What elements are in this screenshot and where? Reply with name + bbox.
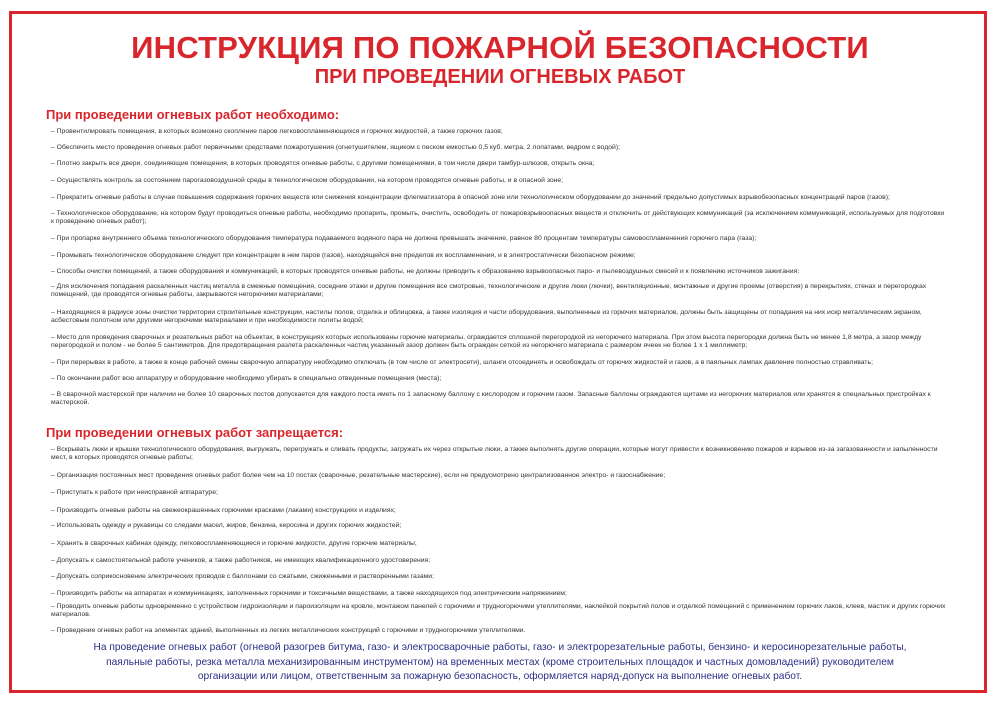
section-heading-forbidden: При проведении огневых работ запрещается: (46, 425, 344, 440)
list-item: – Место для проведения сварочных и резательных работ на объектах, в конструкциях которых использованы горючие материалы, ограждается сплошной перегородкой из негорючего материала. При этом высота перегородки должна быть не менее 1,8 метра, а зазор между перегородкой и полом - не более 5 сантиметров. Для предотвращения разлета раскаленных частиц указанный зазор должен быть огражден сеткой из негорючего материала с размером ячеек не более 1 х 1 миллиметр; (51, 334, 922, 350)
list-item: – Хранить в сварочных кабинах одежду, легковоспламеняющиеся и горючие жидкости, другие горючие материалы; (51, 540, 417, 547)
list-item: – Находящиеся в радиусе зоны очистки территории строительные конструкции, настилы полов, отделка и облицовка, а также изоляция и части оборудования, выполненные из горючих материалов, должны быть защищены от попадания на них искр металлическим экраном, асбестовым полотном или другими негорючими материалами и при необходимости политы водой; (51, 309, 922, 325)
list-item: – Вскрывать люки и крышки технологического оборудования, выгружать, перегружать и сливать продукты, загружать их через открытые люки, а также выполнять другие операции, которые могут привести к возникновению пожаров и взрывов из-за загазованности и запыленности мест, в которых проводятся огневые работы; (51, 446, 938, 462)
list-item: – Организация постоянных мест проведения огневых работ более чем на 10 постах (сварочные, резательные мастерские), если не предусмотрено централизованное электро- и газоснабжение; (51, 472, 666, 479)
list-item: – В сварочной мастерской при наличии не более 10 сварочных постов допускается для каждого поста иметь по 1 запасному баллону с кислородом и горючим газом. Запасные баллоны ограждаются щитами из негорючих материалов или хранятся в специальных пристройках к мастерской. (51, 391, 931, 407)
page-title: ИНСТРУКЦИЯ ПО ПОЖАРНОЙ БЕЗОПАСНОСТИ (131, 30, 869, 65)
list-item: – Способы очистки помещений, а также оборудования и коммуникаций, в которых проводятся огневые работы, не должны приводить к образованию взрывоопасных паро- и пылевоздушных смесей и к появлению источников зажигания; (51, 268, 800, 275)
list-item: – По окончании работ всю аппаратуру и оборудование необходимо убирать в специально отведенные помещения (места); (51, 375, 442, 382)
list-item: – Допускать соприкосновение электрических проводов с баллонами со сжатыми, сжиженными и растворенными газами; (51, 573, 434, 580)
list-item: – Допускать к самостоятельной работе учеников, а также работников, не имеющих квалификационного удостоверения; (51, 557, 431, 564)
section-heading-required: При проведении огневых работ необходимо: (46, 107, 340, 122)
list-item: – Производить огневые работы на свежеокрашенных горючими красками (лаками) конструкциях и изделиях; (51, 507, 396, 514)
list-item: – Для исключения попадания раскаленных частиц металла в смежные помещения, соседние этажи и другие помещения все смотровые, технологические и другие люки (лючки), вентиляционные, монтажные и другие проемы (отверстия) в перекрытиях, стенах и перегородках помещений, где проводятся огневые работы, закрываются негорючими материалами; (51, 283, 927, 299)
list-item: – Прекратить огневые работы в случае повышения содержания горючих веществ или снижения концентрации флегматизатора в опасной зоне или технологическом оборудовании до значений предельно допустимых взрывобезопасных концентраций паров (газов); (51, 194, 890, 201)
list-item: – Проводить огневые работы одновременно с устройством гидроизоляции и пароизоляции на кровле, монтажом панелей с горючими и трудногорючими утеплителями, наклейкой покрытий полов и отделкой помещений с применением горючих лаков, клеев, мастик и других горючих материалов. (51, 603, 946, 619)
list-item: – Технологическое оборудование, на котором будут проводиться огневые работы, необходимо пропарить, промыть, очистить, освободить от пожаровзрывоопасных веществ и отключить от действующих коммуникаций (за исключением коммуникаций, используемых для подготовки к проведению огневых работ); (51, 210, 945, 226)
list-item: – Осуществлять контроль за состоянием парогазовоздушной среды в технологическом оборудовании, на котором проводятся огневые работы, и в опасной зоне; (51, 177, 564, 184)
list-item: – При пропарке внутреннего объема технологического оборудования температура подаваемого водяного пара не должна превышать значение, равное 80 процентам температуры самовоспламенения горючего пара (газа); (51, 235, 757, 242)
list-item: – Промывать технологическое оборудование следует при концентрации в нем паров (газов), находящейся вне пределов их воспламенения, и в электростатически безопасном режиме; (51, 252, 636, 259)
list-item: – Провентилировать помещения, в которых возможно скопление паров легковоспламеняющихся и горючих жидкостей, а также горючих газов; (51, 128, 503, 135)
list-item: – Производить работы на аппаратах и коммуникациях, заполненных горючими и токсичными веществами, а также находящихся под электрическим напряжением; (51, 590, 567, 597)
footer-note: На проведение огневых работ (огневой разогрев битума, газо- и электросварочные работы, газо- и электрорезательные работы, бензино- и керосинорезательные работы, паяльные работы, резка металла механизированным инструментом) на временных местах (кроме строительных площадок и частных домовладений) руководителем организации или лицом, ответственным за пожарную безопасность, оформляется наряд-допуск на выполнение огневых работ. (93, 642, 907, 682)
list-item: – Обеспечить место проведения огневых работ первичными средствами пожаротушения (огнетушителем, ящиком с песком емкостью 0,5 куб. метра, 2 лопатами, ведром с водой); (51, 144, 621, 151)
page-subtitle: ПРИ ПРОВЕДЕНИИ ОГНЕВЫХ РАБОТ (314, 66, 686, 88)
list-item: – Использовать одежду и рукавицы со следами масел, жиров, бензина, керосина и других горючих жидкостей; (51, 522, 402, 529)
list-item: – Проведение огневых работ на элементах зданий, выполненных из легких металлических конструкций с горючими и трудногорючими утеплителями. (51, 627, 526, 634)
list-item: – Плотно закрыть все двери, соединяющие помещения, в которых проводятся огневые работы, с другими помещениями, в том числе двери тамбур-шлюзов, открыть окна; (51, 160, 595, 167)
list-item: – При перерывах в работе, а также в конце рабочей смены сварочную аппаратуру необходимо отключать (в том числе от электросети), шланги отсоединять и освобождать от горючих жидкостей и газов, а в паяльных лампах давление полностью стравливать; (51, 359, 873, 366)
list-item: – Приступать к работе при неисправной аппаратуре; (51, 489, 218, 496)
